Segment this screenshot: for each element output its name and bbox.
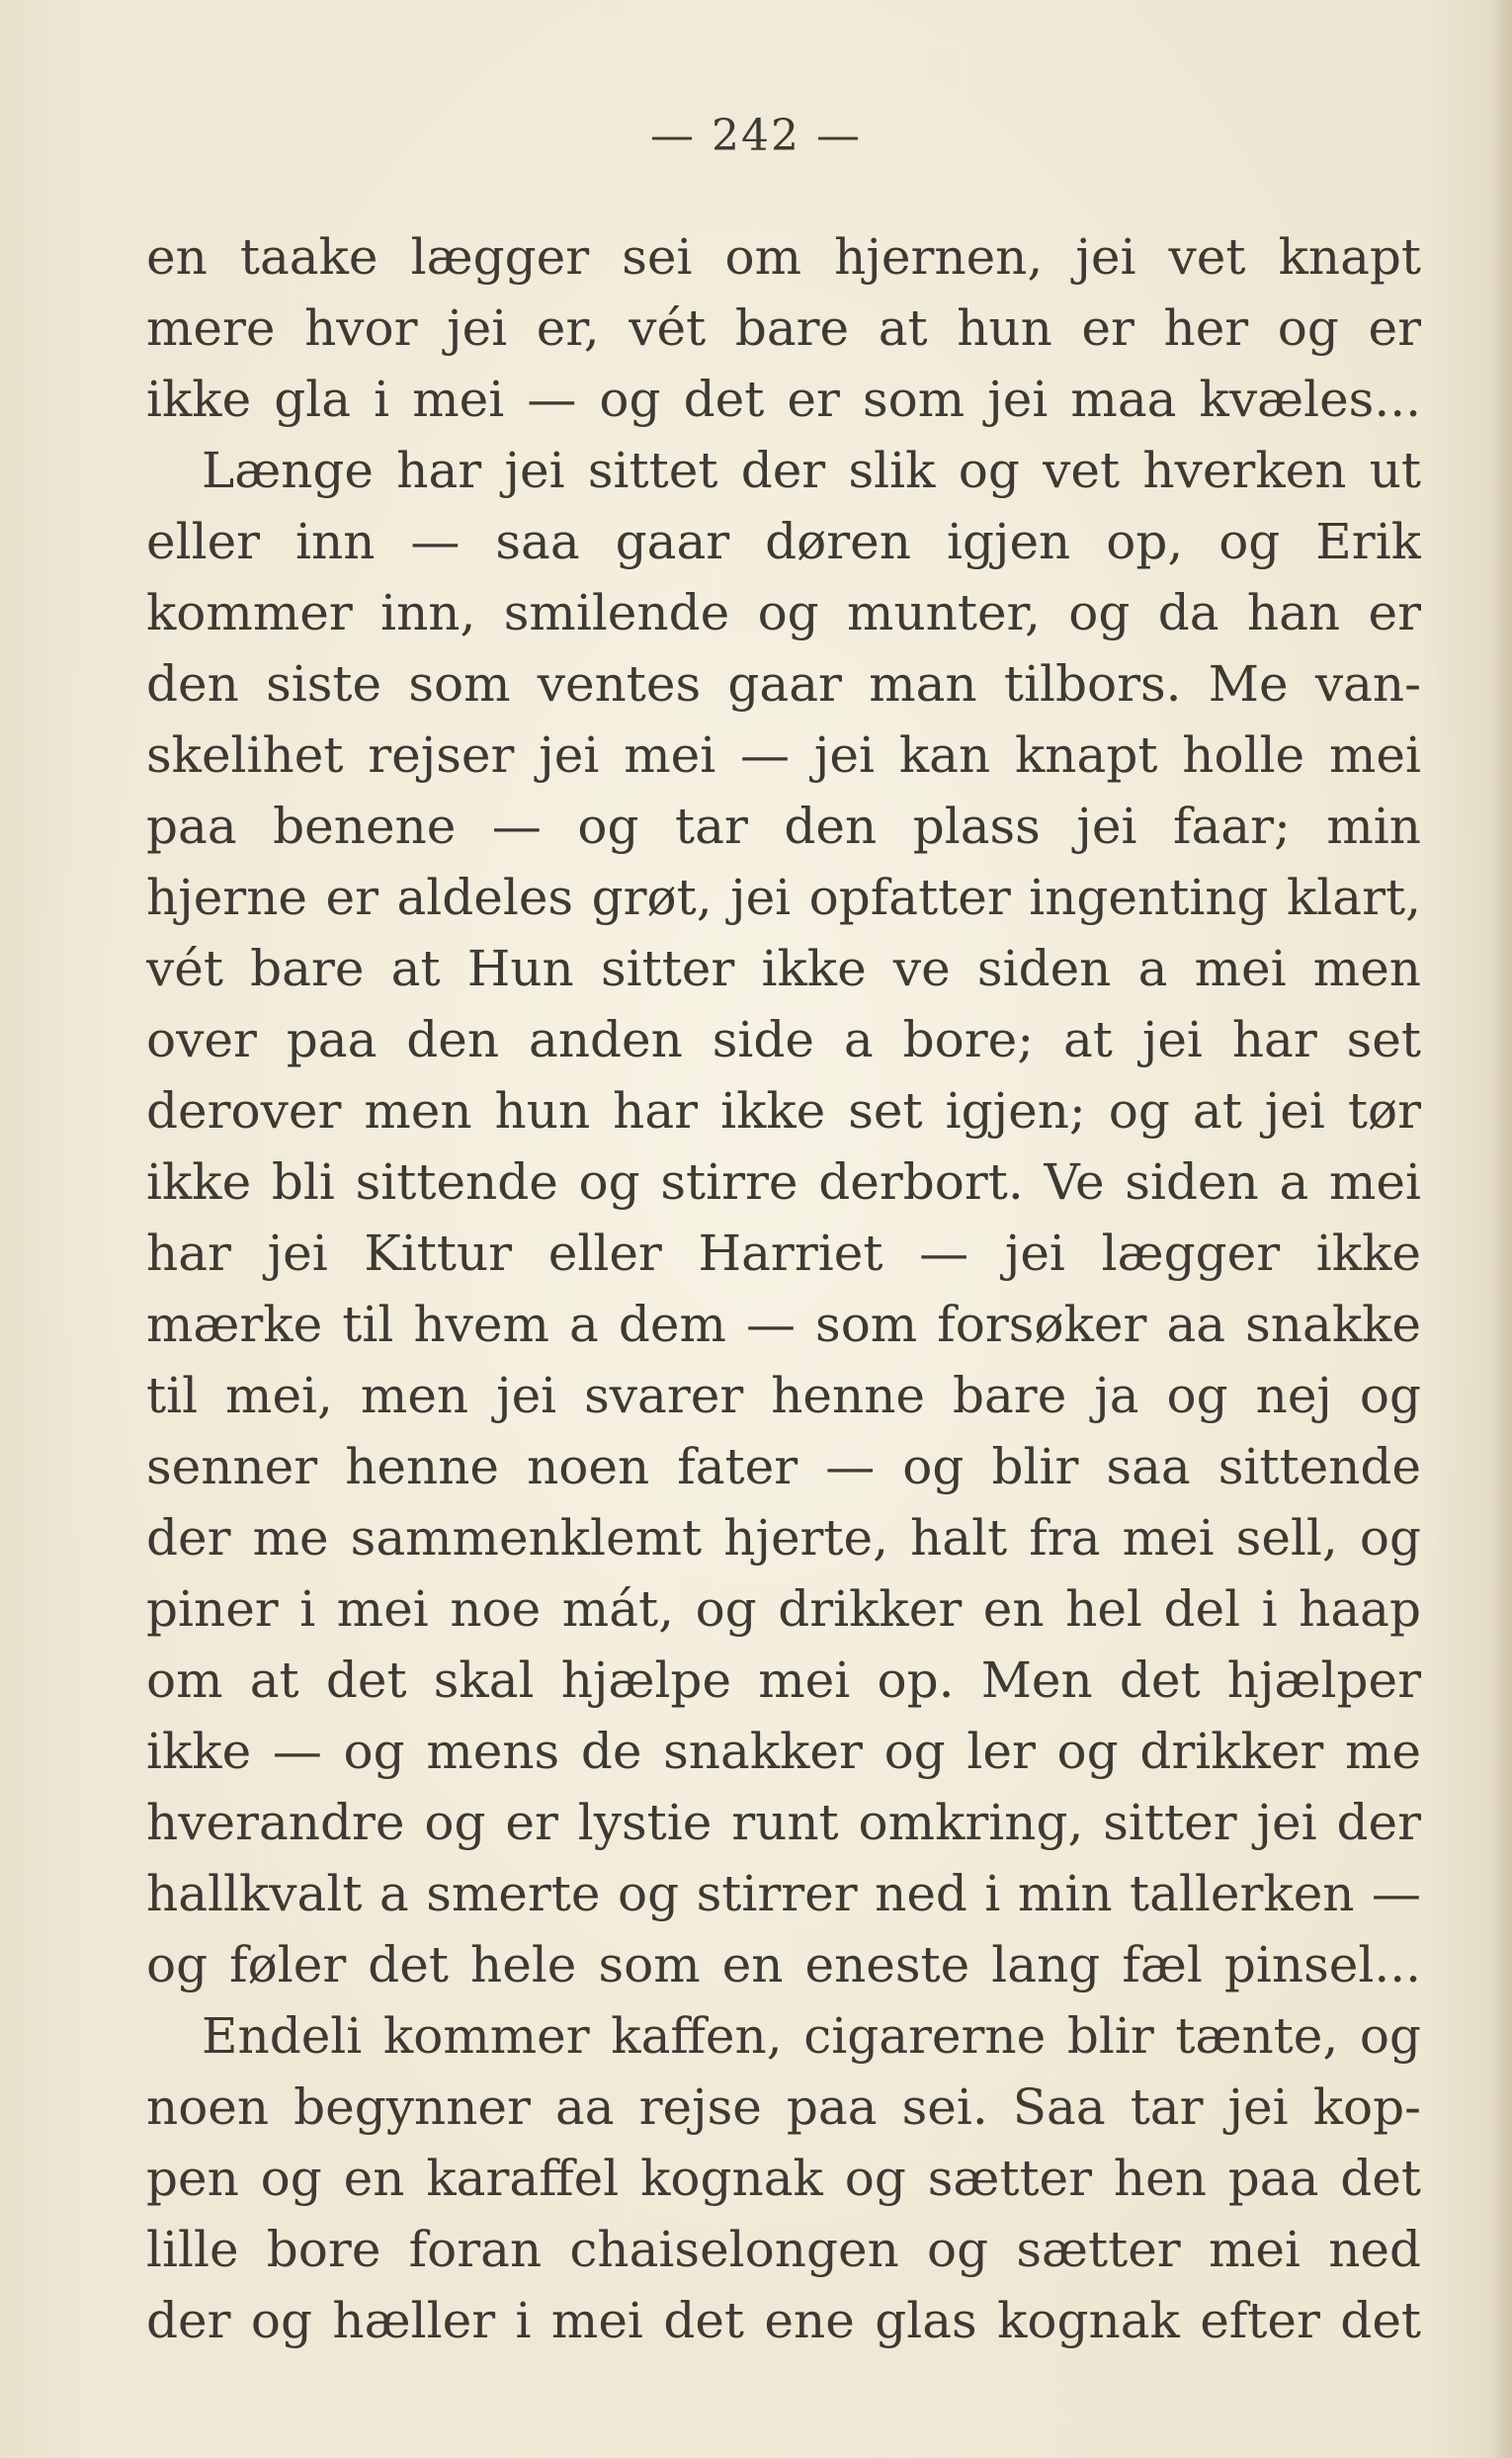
text-line: Endeli kommer kaffen, cigarerne blir tænte, og xyxy=(202,2007,1421,2065)
text-line: noen begynner aa rejse paa sei. Saa tar jei kop- xyxy=(146,2078,1421,2136)
text-line: der me sammenklemt hjerte, halt fra mei sell, og xyxy=(146,1509,1421,1567)
page-edge-shadow xyxy=(1490,0,1512,2458)
text-line: hjerne er aldeles grøt, jei opfatter ingenting klart, xyxy=(146,869,1421,926)
text-line: derover men hun har ikke set igjen; og at jei tør xyxy=(146,1082,1421,1140)
text-line: skelihet rejser jei mei — jei kan knapt holle mei xyxy=(146,726,1421,784)
text-line: den siste som ventes gaar man tilbors. Me van- xyxy=(146,655,1421,713)
page-number: — 242 — xyxy=(650,111,862,161)
text-line: hallkvalt a smerte og stirrer ned i min tallerken — xyxy=(146,1865,1421,1922)
text-line: eller inn — saa gaar døren igjen op, og Erik xyxy=(146,513,1421,570)
text-line: kommer inn, smilende og munter, og da han er xyxy=(146,584,1421,641)
body-text xyxy=(146,221,1421,2356)
text-line: vét bare at Hun sitter ikke ve siden a mei men xyxy=(146,940,1421,997)
text-line: om at det skal hjælpe mei op. Men det hjælper xyxy=(146,1652,1421,1709)
text-line: lille bore foran chaiselongen og sætter mei ned xyxy=(146,2221,1421,2278)
text-line: hverandre og er lystie runt omkring, sitter jei der xyxy=(146,1794,1421,1851)
text-line: paa benene — og tar den plass jei faar; min xyxy=(146,798,1421,855)
text-line: pen og en karaffel kognak og sætter hen paa det xyxy=(146,2150,1421,2207)
text-line: mere hvor jei er, vét bare at hun er her og er xyxy=(146,299,1421,357)
text-line: over paa den anden side a bore; at jei har set xyxy=(146,1011,1421,1068)
text-line: en taake lægger sei om hjernen, jei vet knapt xyxy=(146,228,1421,286)
text-line: der og hæller i mei det ene glas kognak efter det xyxy=(146,2292,1421,2349)
text-line: Længe har jei sittet der slik og vet hverken ut xyxy=(202,442,1421,499)
text-line: ikke — og mens de snakker og ler og drikker me xyxy=(146,1723,1421,1780)
text-line: ikke gla i mei — og det er som jei maa kvæles... xyxy=(146,371,1421,428)
text-line: til mei, men jei svarer henne bare ja og nej og xyxy=(146,1367,1421,1424)
text-line: ikke bli sittende og stirre derbort. Ve siden a mei xyxy=(146,1153,1421,1211)
text-line: og føler det hele som en eneste lang fæl pinsel... xyxy=(146,1936,1421,1993)
text-line: senner henne noen fater — og blir saa sittende xyxy=(146,1438,1421,1495)
text-line: mærke til hvem a dem — som forsøker aa snakke xyxy=(146,1296,1421,1353)
text-line: har jei Kittur eller Harriet — jei lægger ikke xyxy=(146,1225,1421,1282)
text-line: piner i mei noe mát, og drikker en hel del i haap xyxy=(146,1580,1421,1638)
